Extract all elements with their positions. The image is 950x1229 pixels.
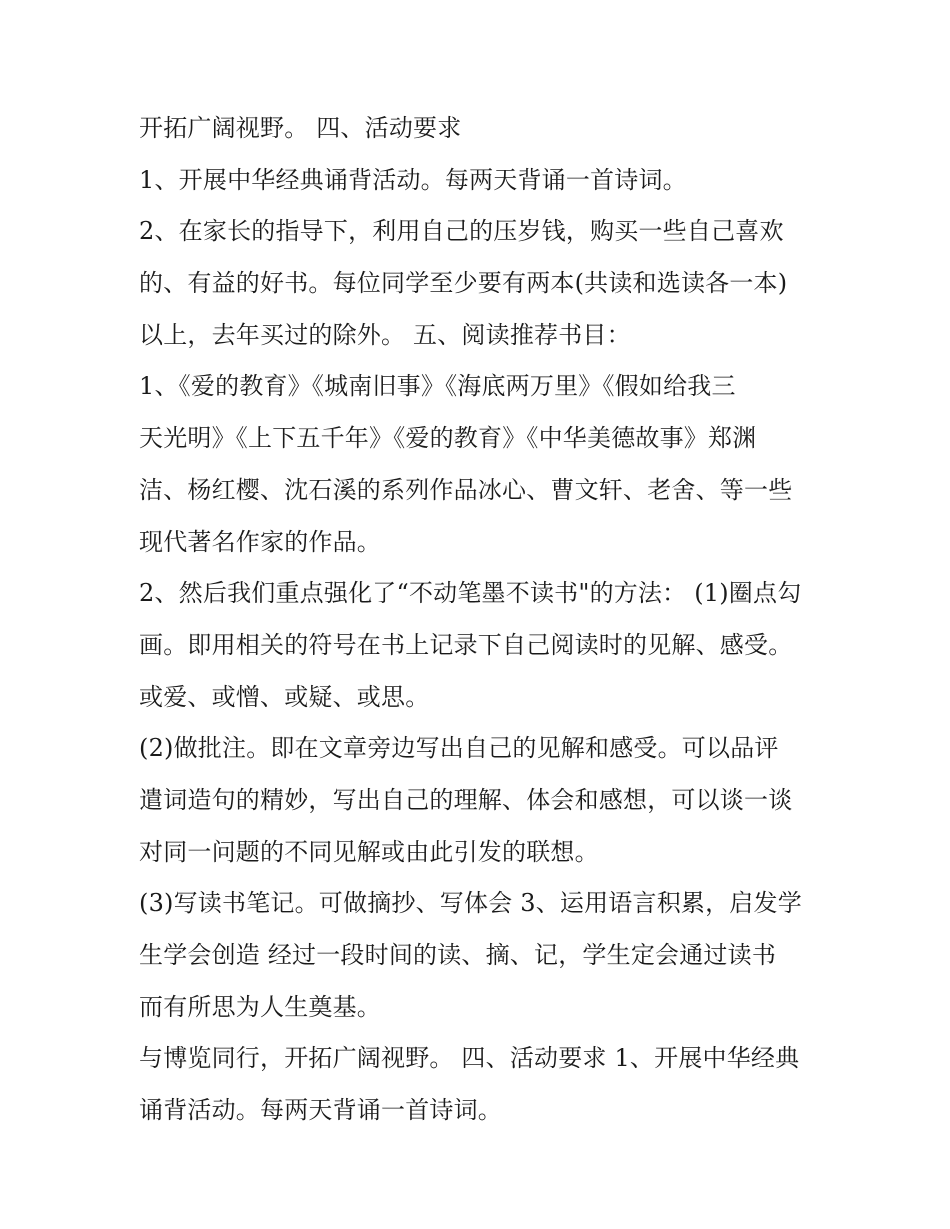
text-line: 2、在家长的指导下，利用自己的压岁钱，购买一些自己喜欢 <box>139 217 784 246</box>
document-body <box>139 103 829 1137</box>
text-line: 遣词造句的精妙，写出自己的理解、体会和感想，可以谈一谈 <box>139 785 793 814</box>
text-line: 1、开展中华经典诵背活动。每两天背诵一首诗词。 <box>139 165 687 194</box>
text-line: 生学会创造 经过一段时间的读、摘、记，学生定会通过读书 <box>139 941 777 969</box>
text-line: 的、有益的好书。每位同学至少要有两本(共读和选读各一本) <box>139 269 788 298</box>
text-line: 2、然后我们重点强化了“不动笔墨不读书"的方法： (1)圈点勾 <box>139 579 802 608</box>
text-line: 开拓广阔视野。 四、活动要求 <box>139 114 462 142</box>
text-line: 天光明》《上下五千年》《爱的教育》《中华美德故事》郑渊 <box>139 424 757 453</box>
text-line: 对同一问题的不同见解或由此引发的联想。 <box>139 837 599 866</box>
text-line: 诵背活动。每两天背诵一首诗词。 <box>139 1096 502 1125</box>
text-line: 或爱、或憎、或疑、或思。 <box>139 682 430 711</box>
text-line: (3)写读书笔记。可做摘抄、写体会 3、运用语言积累，启发学 <box>139 889 802 918</box>
text-line: 而有所思为人生奠基。 <box>139 992 381 1021</box>
text-line: 以上，去年买过的除外。 五、阅读推荐书目： <box>139 320 631 349</box>
text-line: (2)做批注。即在文章旁边写出自己的见解和感受。可以品评 <box>139 734 779 763</box>
text-line: 画。即用相关的符号在书上记录下自己阅读时的见解、感受。 <box>139 630 793 659</box>
text-line: 与博览同行，开拓广阔视野。 四、活动要求 1、开展中华经典 <box>139 1044 800 1073</box>
text-line: 洁、杨红樱、沈石溪的系列作品冰心、曹文轩、老舍、等一些 <box>139 475 793 504</box>
text-line: 现代著名作家的作品。 <box>139 527 381 556</box>
text-line: 1、《爱的教育》《城南旧事》《海底两万里》《假如给我三 <box>139 372 736 401</box>
